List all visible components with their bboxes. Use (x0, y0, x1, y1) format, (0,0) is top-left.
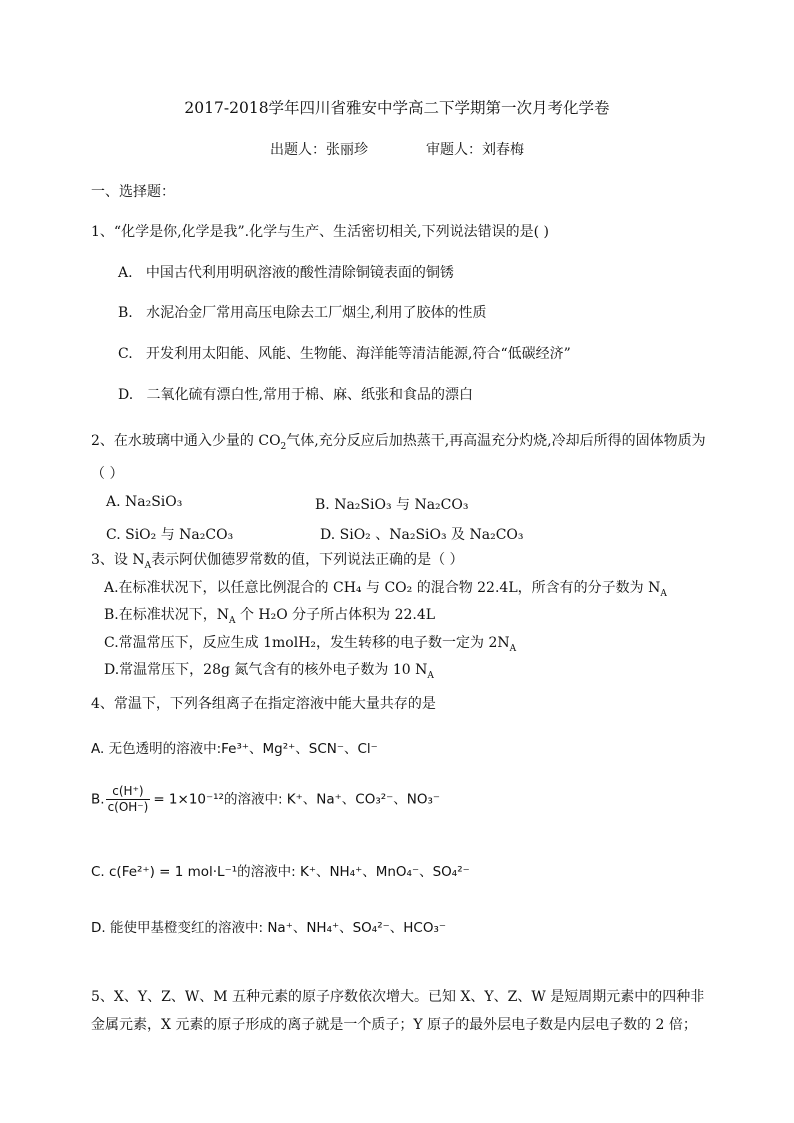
q4-option-a: A. 无色透明的溶液中:Fe³⁺、Mg²⁺、SCN⁻、Cl⁻ (91, 741, 378, 757)
q4-option-b: B. $\frac{c(H^+)}{c(OH^-)}$ = 1×10⁻¹²的溶液中: K⁺、Na⁺、CO₃²⁻、NO₃⁻ (91, 784, 441, 814)
q5-line-2: 金属元素，X 元素的原子形成的离子就是一个质子；Y 原子的最外层电子数是内层电子数的 2 倍； (91, 1017, 697, 1033)
q2-option-d: D. SiO₂ 、Na₂SiO₃ 及 Na₂CO₃ (320, 527, 524, 543)
author: 出题人：张丽珍 (270, 142, 368, 158)
q3-option-b: B.在标准状况下，$N_A$ 个 H₂O 分子所占体积为 22.4L (104, 607, 436, 626)
q4-option-c: C. c(Fe²⁺) = 1 mol·L⁻¹的溶液中: K⁺、NH₄⁺、MnO₄⁻、SO₄²⁻ (91, 864, 470, 880)
q2-option-c: C. SiO₂ 与 Na₂CO₃ (106, 527, 234, 543)
q1-option-a: A. 中国古代利用明矾溶液的酸性清除铜镜表面的铜锈 (118, 265, 454, 281)
q3-option-c: C.常温常压下，反应生成 1molH₂，发生转移的电子数一定为 $2N_A$ (104, 635, 517, 654)
q4-option-d: D. 能使甲基橙变红的溶液中: Na⁺、NH₄⁺、SO₄²⁻、HCO₃⁻ (91, 920, 446, 936)
reviewer: 审题人：刘春梅 (426, 142, 524, 158)
q1-option-d: D. 二氧化硫有漂白性,常用于棉、麻、纸张和食品的漂白 (118, 387, 473, 403)
q1-option-c: C. 开发利用太阳能、风能、生物能、海洋能等清洁能源,符合“低碳经济” (118, 346, 571, 362)
q2-answer-paren: （ ） (91, 466, 124, 482)
q4-stem: 4、常温下，下列各组离子在指定溶液中能大量共存的是 (91, 696, 436, 712)
q3-stem: 3、设 $N_A$表示阿伏伽德罗常数的值，下列说法正确的是（ ） (91, 552, 464, 571)
q1-option-b: B. 水泥冶金厂常用高压电除去工厂烟尘,利用了胶体的性质 (118, 305, 487, 321)
q2-option-b: B. Na₂SiO₃ 与 Na₂CO₃ (315, 497, 469, 513)
q2-option-a: A. Na₂SiO₃ (106, 494, 183, 510)
q2-stem: 2、在水玻璃中通入少量的 $CO_2$气体,充分反应后加热蒸干,再高温充分灼烧,冷却后所得的固体物质为 (91, 433, 706, 452)
q3-option-a: A.在标准状况下，以任意比例混合的 CH₄ 与 CO₂ 的混合物 22.4L，所含有的分子数为 $N_A$ (104, 580, 667, 599)
q5-line-1: 5、X、Y、Z、W、M 五种元素的原子序数依次增大。已知 X、Y、Z、W 是短周期元素中的四种非 (91, 989, 705, 1005)
q1-stem: 1、“化学是你,化学是我”.化学与生产、生活密切相关,下列说法错误的是( ) (91, 224, 549, 240)
author-line (0, 139, 794, 159)
page-title: 2017-2018学年四川省雅安中学高二下学期第一次月考化学卷 (184, 99, 610, 117)
section-heading: 一、选择题： (91, 184, 175, 200)
q3-option-d: D.常温常压下，28g 氮气含有的核外电子数为 10 $N_A$ (104, 662, 434, 681)
fraction: $\frac{c(H^+)}{c(OH^-)}$ (107, 784, 149, 814)
